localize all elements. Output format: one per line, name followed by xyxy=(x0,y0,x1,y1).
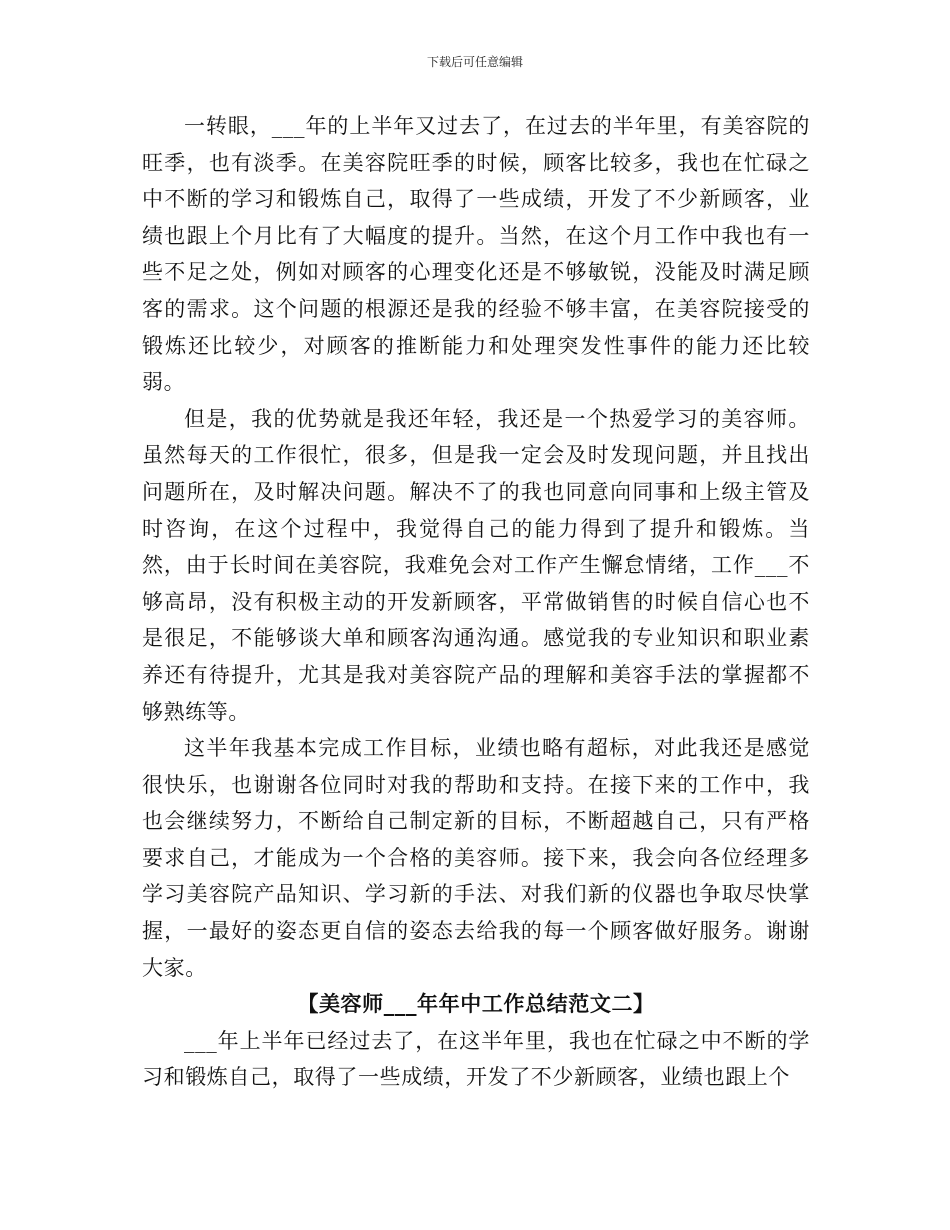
paragraph: ___年上半年已经过去了，在这半年里，我也在忙碌之中不断的学习和锻炼自己，取得了一些成绩，开发了不少新顾客，业绩也跟上个 xyxy=(142,1028,810,1090)
paragraph: 一转眼，___年的上半年又过去了，在过去的半年里，有美容院的旺季，也有淡季。在美容院旺季的时候，顾客比较多，我也在忙碌之中不断的学习和锻炼自己，取得了一些成绩，开发了不少新顾客，业绩也跟上个月比有了大幅度的提升。当然，在这个月工作中我也有一些不足之处，例如对顾客的心理变化还是不够敏锐，没能及时满足顾客的需求。这个问题的根源还是我的经验不够丰富，在美容院接受的锻炼还比较少，对顾客的推断能力和处理突发性事件的能力还比较弱。 xyxy=(142,114,810,395)
section-title: 【美容师___年年中工作总结范文二】 xyxy=(297,991,655,1017)
document-body xyxy=(142,108,810,1096)
paragraph: 但是，我的优势就是我还年轻，我还是一个热爱学习的美容师。虽然每天的工作很忙，很多，但是我一定会及时发现问题，并且找出问题所在，及时解决问题。解决不了的我也同意向同事和上级主管及时咨询，在这个过程中，我觉得自己的能力得到了提升和锻炼。当然，由于长时间在美容院，我难免会对工作产生懈怠情绪，工作___不够高昂，没有积极主动的开发新顾客，平常做销售的时候自信心也不是很足，不能够谈大单和顾客沟通沟通。感觉我的专业知识和职业素养还有待提升，尤其是我对美容院产品的理解和美容手法的掌握都不够熟练等。 xyxy=(142,406,810,724)
paragraph: 这半年我基本完成工作目标，业绩也略有超标，对此我还是感觉很快乐，也谢谢各位同时对我的帮助和支持。在接下来的工作中，我也会继续努力，不断给自己制定新的目标，不断超越自己，只有严格要求自己，才能成为一个合格的美容师。接下来，我会向各位经理多学习美容院产品知识、学习新的手法、对我们新的仪器也争取尽快掌握，一最好的姿态更自信的姿态去给我的每一个顾客做好服务。谢谢大家。 xyxy=(142,736,810,980)
page-header: 下载后可任意编辑 xyxy=(426,55,523,69)
